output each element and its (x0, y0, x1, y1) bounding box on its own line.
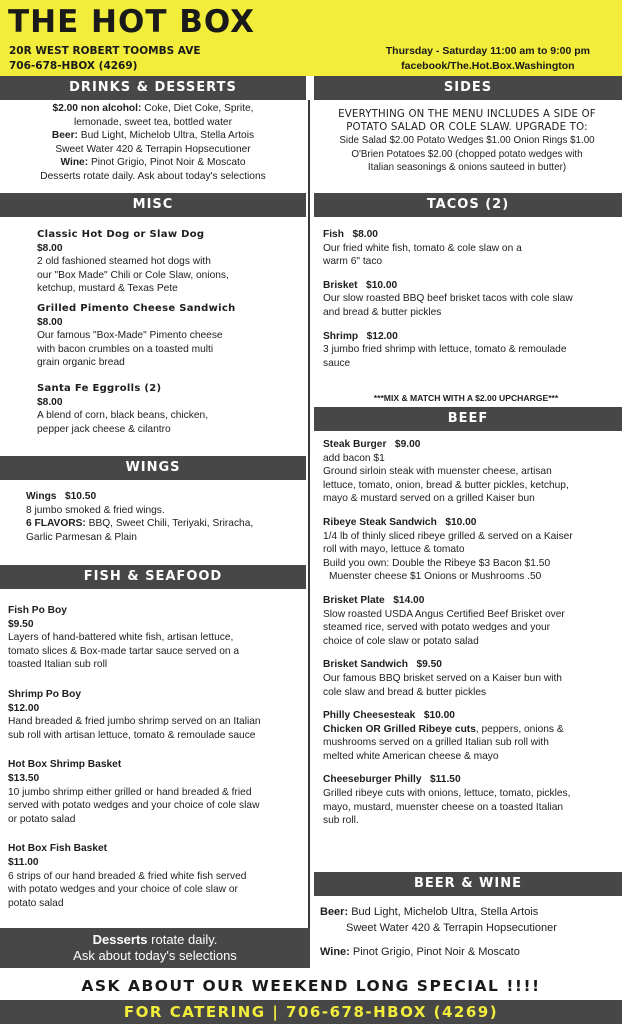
brisket-plate-desc: choice of cole slaw or potato salad (323, 635, 479, 647)
misc-item-name: Grilled Pimento Cheese Sandwich (37, 302, 236, 314)
fish-item-desc: or potato salad (8, 813, 76, 825)
ribeye-item (323, 516, 619, 584)
hours-block (386, 44, 590, 74)
brisket-plate-price: $14.00 (393, 594, 425, 606)
philly-price: $10.00 (423, 710, 455, 722)
philly-bold-text: Chicken OR Grilled Ribeye cuts (323, 723, 476, 735)
sides-line-3: Side Salad $2.00 Potato Wedges $1.00 Onion Rings $1.00 (339, 135, 595, 146)
brisket-plate-desc: Slow roasted USDA Angus Certified Beef Brisket over (323, 608, 565, 620)
fish-item-desc: Layers of hand-battered white fish, artisan lettuce, (8, 632, 234, 644)
philly-desc: melted white American cheese & mayo (323, 750, 499, 762)
wings-desc: 8 jumbo smoked & fried wings. (26, 504, 165, 516)
wings-section (26, 490, 306, 544)
steak-burger-desc: lettuce, tomato, onion, bread & butter pickles, ketchup, (323, 479, 569, 491)
misc-item (37, 302, 305, 370)
philly-item (323, 709, 619, 763)
taco-price: $10.00 (366, 279, 398, 291)
facebook-link[interactable]: facebook/The.Hot.Box.Washington (401, 60, 575, 72)
sides-line-1: EVERYTHING ON THE MENU INCLUDES A SIDE OF (338, 109, 596, 120)
fish-item-name: Hot Box Shrimp Basket (8, 759, 122, 771)
taco-desc: and bread & butter pickles (323, 306, 442, 318)
ribeye-desc: 1/4 lb of thinly sliced ribeye grilled & served on a Kaiser (323, 530, 573, 542)
taco-desc: sauce (323, 357, 351, 369)
philly-desc: mushrooms served on a grilled Italian sub roll with (323, 737, 549, 749)
beer-wine-section (320, 904, 620, 960)
steak-burger-desc: add bacon $1 (323, 452, 385, 464)
beef-section (323, 438, 619, 834)
wings-heading: WINGS (0, 456, 306, 480)
bw-wine-text: Pinot Grigio, Pinot Noir & Moscato (352, 946, 520, 958)
sides-heading: SIDES (314, 76, 622, 100)
wings-flavors-2: Garlic Parmesan & Plain (26, 531, 137, 543)
fish-item-desc: potato salad (8, 897, 64, 909)
desserts-rest: rotate daily. (147, 932, 218, 947)
ribeye-desc: roll with mayo, lettuce & tomato (323, 544, 465, 556)
fish-item-price: $11.00 (8, 856, 39, 868)
ribeye-price: $10.00 (445, 516, 477, 528)
misc-item-desc: grain organic bread (37, 357, 125, 369)
cheeseburger-philly-desc: Grilled ribeye cuts with onions, lettuce, tomato, pickles, (323, 788, 571, 800)
fish-item-name: Fish Po Boy (8, 605, 67, 616)
fish-item (8, 842, 308, 910)
taco-item (323, 279, 619, 320)
steak-burger-item (323, 438, 619, 506)
sides-line-2: POTATO SALAD OR COLE SLAW. UPGRADE TO: (346, 122, 588, 133)
fish-item-desc: 6 strips of our hand breaded & fried white fish served (8, 870, 247, 882)
taco-name: Fish (323, 229, 344, 240)
fish-item-name: Shrimp Po Boy (8, 688, 82, 700)
misc-item-desc: with bacon crumbles on a toasted multi (37, 343, 214, 355)
address: 20R WEST ROBERT TOOMBS AVE (9, 45, 201, 57)
nonalc-text: Coke, Diet Coke, Sprite, (144, 103, 254, 114)
steak-burger-price: $9.00 (394, 439, 421, 450)
drinks-section (0, 102, 306, 184)
misc-item-name: Classic Hot Dog or Slaw Dog (37, 229, 205, 240)
fish-heading: FISH & SEAFOOD (0, 565, 306, 589)
fish-item-desc: sub roll with artisan lettuce, tomato & remoulade sauce (8, 729, 256, 741)
mix-match-note: ***MIX & MATCH WITH A $2.00 UPCHARGE*** (373, 393, 559, 403)
fish-item-desc: 10 jumbo shrimp either grilled or hand breaded & fried (8, 786, 252, 798)
fish-item-desc: Hand breaded & fried jumbo shrimp served on an Italian (8, 716, 261, 728)
wings-flavors: BBQ, Sweet Chili, Teriyaki, Sriracha, (88, 518, 254, 530)
cheeseburger-philly-desc: sub roll. (323, 815, 359, 827)
taco-desc: Our slow roasted BBQ beef brisket tacos with cole slaw (323, 293, 573, 305)
catering-bar: FOR CATERING | 706-678-HBOX (4269) (0, 1000, 622, 1024)
steak-burger-desc: mayo & mustard served on a grilled Kaiser bun (323, 493, 535, 505)
address-block (9, 44, 201, 74)
bw-wine-label: Wine: (320, 946, 350, 958)
nonalc-label: $2.00 non alcohol: (52, 103, 142, 114)
misc-item (37, 228, 305, 296)
taco-price: $12.00 (366, 330, 398, 342)
beer-label: Beer: (51, 130, 78, 142)
fish-item (8, 688, 308, 742)
fish-item-name: Hot Box Fish Basket (8, 843, 108, 855)
misc-item-price: $8.00 (37, 316, 63, 328)
philly-name: Philly Cheesesteak (323, 710, 416, 722)
beef-heading: BEEF (314, 407, 622, 431)
phone: 706-678-HBOX (4269) (9, 60, 138, 72)
tacos-heading: TACOS (2) (314, 193, 622, 217)
brisket-sandwich-price: $9.50 (416, 659, 442, 671)
weekend-special: ASK ABOUT OUR WEEKEND LONG SPECIAL !!!! (81, 977, 541, 995)
ribeye-name: Ribeye Steak Sandwich (323, 516, 437, 528)
taco-desc: warm 6" taco (323, 256, 383, 268)
fish-item (8, 604, 308, 672)
bw-beer-text: Bud Light, Michelob Ultra, Stella Artois (351, 906, 539, 918)
wine-label: Wine: (60, 157, 89, 169)
misc-item-price: $8.00 (37, 242, 63, 254)
misc-item-desc: our "Box Made" Chili or Cole Slaw, onions, (37, 269, 229, 281)
nonalc-text-2: lemonade, sweet tea, bottled water (73, 116, 232, 128)
cheeseburger-philly-desc: mayo, mustard, muenster cheese on a toasted Italian (323, 801, 564, 813)
cheeseburger-philly-price: $11.50 (430, 774, 461, 786)
taco-item (323, 228, 619, 269)
brisket-sandwich-desc: cole slaw and bread & butter pickles (323, 686, 487, 698)
taco-item (323, 330, 619, 371)
sides-line-5: Italian seasonings & onions sauteed in butter) (367, 162, 567, 174)
misc-heading: MISC (0, 193, 306, 217)
misc-item-desc: A blend of corn, black beans, chicken, (37, 410, 209, 422)
drinks-heading: DRINKS & DESSERTS (0, 76, 306, 100)
misc-item-desc: pepper jack cheese & cilantro (37, 423, 171, 435)
sides-line-4: O'Brien Potatoes $2.00 (chopped potato wedges with (351, 148, 583, 160)
taco-desc: 3 jumbo fried shrimp with lettuce, tomato & remoulade (323, 344, 567, 356)
fish-item-price: $13.50 (8, 772, 40, 784)
fish-item (8, 758, 308, 826)
cheeseburger-philly-name: Cheeseburger Philly (323, 774, 422, 786)
wings-price: $10.50 (64, 491, 97, 502)
sides-section (312, 108, 622, 175)
beer-text: Bud Light, Michelob Ultra, Stella Artois (80, 130, 255, 142)
brisket-plate-item (323, 594, 619, 648)
ribeye-build-options: Build you own: Double the Ribeye $3 Bacon $1.50 (323, 557, 551, 569)
desserts-bold: Desserts (92, 932, 148, 947)
beer-wine-heading: BEER & WINE (314, 872, 622, 896)
philly-desc: , peppers, onions & (475, 723, 564, 735)
fish-item-desc: with potato wedges and your choice of cole slaw or (8, 884, 238, 896)
wings-flavors-label: 6 FLAVORS: (26, 518, 86, 530)
fish-item-desc: tomato slices & Box-made tartar sauce served on a (8, 645, 240, 657)
brisket-sandwich-name: Brisket Sandwich (323, 659, 408, 671)
tacos-section (323, 228, 619, 376)
fish-item-desc: toasted Italian sub roll (8, 659, 108, 671)
misc-item (37, 382, 305, 436)
misc-item-desc: 2 old fashioned steamed hot dogs with (37, 256, 211, 268)
misc-section (37, 228, 305, 442)
desserts-box (0, 928, 310, 968)
taco-price: $8.00 (352, 229, 378, 240)
hours: Thursday - Saturday 11:00 am to 9:00 pm (385, 45, 590, 57)
taco-name: Shrimp (323, 330, 359, 342)
cheeseburger-philly-item (323, 773, 619, 827)
wine-text: Pinot Grigio, Pinot Noir & Moscato (90, 157, 246, 169)
bw-beer-text-2: Sweet Water 420 & Terrapin Hopsecutioner (346, 922, 557, 934)
misc-item-price: $8.00 (37, 396, 63, 408)
taco-desc: Our fried white fish, tomato & cole slaw on a (323, 242, 522, 254)
desserts-line-2: Ask about today's selections (73, 948, 237, 963)
column-divider (308, 100, 310, 930)
fish-item-price: $9.50 (8, 618, 34, 630)
misc-item-desc: Our famous "Box-Made" Pimento cheese (37, 330, 223, 342)
fish-section (8, 604, 308, 916)
wings-name: Wings (26, 491, 57, 502)
beer-text-2: Sweet Water 420 & Terrapin Hopsecutioner (55, 143, 251, 155)
brisket-plate-desc: steamed rice, served with potato wedges and your (323, 622, 551, 634)
brisket-plate-name: Brisket Plate (323, 594, 385, 606)
restaurant-title: THE HOT BOX (8, 4, 256, 40)
fish-item-price: $12.00 (8, 702, 40, 714)
taco-name: Brisket (323, 279, 358, 291)
desserts-note: Desserts rotate daily. Ask about today's selections (40, 170, 266, 182)
header-banner (0, 0, 622, 76)
fish-item-desc: served with potato wedges and your choice of cole slaw (8, 800, 260, 812)
ribeye-build-options: Muenster cheese $1 Onions or Mushrooms .50 (329, 571, 542, 583)
misc-item-desc: ketchup, mustard & Texas Pete (37, 283, 178, 295)
brisket-sandwich-item (323, 658, 619, 699)
steak-burger-name: Steak Burger (323, 439, 387, 450)
steak-burger-desc: Ground sirloin steak with muenster cheese, artisan (323, 466, 552, 478)
brisket-sandwich-desc: Our famous BBQ brisket served on a Kaiser bun with (323, 672, 562, 684)
misc-item-name: Santa Fe Eggrolls (2) (37, 382, 162, 394)
bw-beer-label: Beer: (320, 906, 349, 918)
